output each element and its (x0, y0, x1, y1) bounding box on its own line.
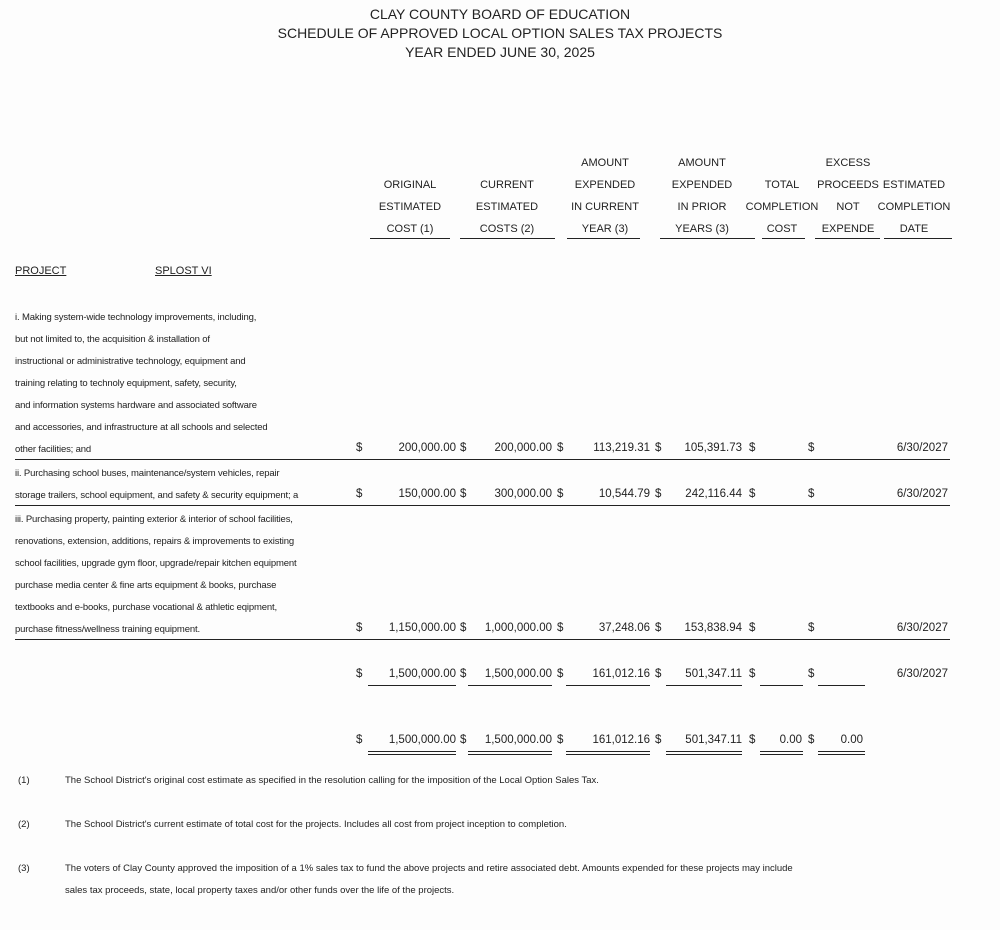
total-double-underline (818, 751, 865, 755)
dollar-sign: $ (808, 622, 815, 634)
amount-cell: 153,838.94 (684, 622, 742, 634)
amount-cell: 1,500,000.00 (484, 734, 552, 746)
dollar-sign: $ (356, 734, 363, 746)
subtotal-underline (818, 685, 865, 686)
project-description-line: iii. Purchasing property, painting exterior & interior of school facilities, (15, 514, 293, 525)
dollar-sign: $ (808, 442, 815, 454)
footnote-text: The School District's original cost estimate as specified in the resolution calling for the imposition of the Local Option Sales Tax. (65, 775, 599, 786)
dollar-sign: $ (557, 734, 564, 746)
dollar-sign: $ (557, 488, 564, 500)
column-header-4: EXPENDED (671, 179, 733, 191)
total-double-underline (566, 751, 650, 755)
project-description-line: purchase fitness/wellness training equipment. (15, 624, 200, 635)
footnote-number: (1) (18, 775, 30, 786)
project-description-line: but not limited to, the acquisition & installation of (15, 334, 210, 345)
amount-cell: 161,012.16 (592, 734, 650, 746)
header-underline (460, 238, 555, 239)
header-underline (567, 238, 640, 239)
project-description-line: storage trailers, school equipment, and safety & security equipment; a (15, 490, 299, 501)
total-double-underline (666, 751, 742, 755)
dollar-sign: $ (356, 622, 363, 634)
footnote-number: (3) (18, 863, 30, 874)
column-header-4: AMOUNT (678, 157, 726, 169)
amount-cell: 242,116.44 (685, 488, 742, 500)
dollar-sign: $ (655, 734, 662, 746)
amount-cell: 0.00 (779, 734, 802, 746)
row-divider (15, 459, 950, 460)
title-line-2: SCHEDULE OF APPROVED LOCAL OPTION SALES TAX PROJECTS (277, 25, 723, 41)
dollar-sign: $ (808, 734, 815, 746)
amount-cell: 1,000,000.00 (484, 622, 552, 634)
column-header-3: EXPENDED (574, 179, 636, 191)
column-header-6: EXCESS (825, 157, 871, 169)
column-header-7: COMPLETION (877, 201, 951, 213)
subtotal-underline (468, 685, 552, 686)
dollar-sign: $ (808, 488, 815, 500)
column-header-2: ESTIMATED (475, 201, 539, 213)
dollar-sign: $ (356, 442, 363, 454)
row-divider (15, 639, 950, 640)
footnote-text: The voters of Clay County approved the imposition of a 1% sales tax to fund the above projects and retire associated debt. Amounts expended for these projects may include (65, 863, 793, 874)
project-description-line: renovations, extension, additions, repairs & improvements to existing (15, 536, 295, 547)
amount-cell: 150,000.00 (398, 488, 456, 500)
column-header-3: AMOUNT (581, 157, 629, 169)
subtotal-underline (760, 685, 803, 686)
amount-cell: 37,248.06 (598, 622, 650, 634)
amount-cell: 10,544.79 (598, 488, 650, 500)
project-description-line: other facilities; and (15, 444, 92, 455)
dollar-sign: $ (356, 668, 363, 680)
header-underline (660, 238, 755, 239)
amount-cell: 1,500,000.00 (388, 668, 456, 680)
column-header-7: ESTIMATED (882, 179, 946, 191)
dollar-sign: $ (460, 734, 467, 746)
dollar-sign: $ (655, 668, 662, 680)
column-header-1: ORIGINAL (383, 179, 437, 191)
dollar-sign: $ (749, 622, 756, 634)
completion-date: 6/30/2027 (896, 622, 948, 634)
column-header-2: COSTS (2) (479, 223, 535, 235)
dollar-sign: $ (460, 442, 467, 454)
subtotal-underline (666, 685, 742, 686)
amount-cell: 200,000.00 (494, 442, 552, 454)
project-description-line: and information systems hardware and associated software (15, 400, 257, 411)
dollar-sign: $ (460, 488, 467, 500)
splost-label: SPLOST VI (155, 265, 212, 277)
column-header-1: COST (1) (386, 223, 434, 235)
project-description-line: and accessories, and infrastructure at all schools and selected (15, 422, 268, 433)
dollar-sign: $ (356, 488, 363, 500)
project-description-line: i. Making system-wide technology improvements, including, (15, 312, 257, 323)
amount-cell: 1,150,000.00 (388, 622, 456, 634)
dollar-sign: $ (749, 668, 756, 680)
completion-date: 6/30/2027 (896, 488, 948, 500)
column-header-5: COST (766, 223, 798, 235)
header-underline (762, 238, 805, 239)
project-description-line: instructional or administrative technology, equipment and (15, 356, 246, 367)
project-description-line: ii. Purchasing school buses, maintenance/system vehicles, repair (15, 468, 280, 479)
completion-date: 6/30/2027 (896, 668, 948, 680)
column-header-6: EXPENDE (821, 223, 875, 235)
title-line-1: CLAY COUNTY BOARD OF EDUCATION (369, 6, 631, 22)
dollar-sign: $ (557, 622, 564, 634)
total-double-underline (468, 751, 552, 755)
project-description-line: training relating to technoly equipment, safety, security, (15, 378, 237, 389)
dollar-sign: $ (749, 488, 756, 500)
footnote-number: (2) (18, 819, 30, 830)
amount-cell: 105,391.73 (684, 442, 742, 454)
total-double-underline (368, 751, 456, 755)
column-header-6: NOT (836, 201, 860, 213)
total-double-underline (760, 751, 803, 755)
amount-cell: 300,000.00 (494, 488, 552, 500)
column-header-7: DATE (899, 223, 929, 235)
footnote-text: The School District's current estimate of total cost for the projects. Includes all cost from project inception to completion. (65, 819, 567, 830)
amount-cell: 501,347.11 (685, 734, 742, 746)
dollar-sign: $ (557, 442, 564, 454)
amount-cell: 0.00 (840, 734, 863, 746)
dollar-sign: $ (749, 734, 756, 746)
project-description-line: textbooks and e-books, purchase vocational & athletic eqipment, (15, 602, 277, 613)
dollar-sign: $ (655, 622, 662, 634)
column-header-4: IN PRIOR (677, 201, 727, 213)
column-header-5: TOTAL (764, 179, 800, 191)
amount-cell: 1,500,000.00 (388, 734, 456, 746)
column-header-1: ESTIMATED (378, 201, 442, 213)
header-underline (370, 238, 450, 239)
amount-cell: 161,012.16 (592, 668, 650, 680)
header-underline (815, 238, 880, 239)
dollar-sign: $ (808, 668, 815, 680)
column-header-5: COMPLETION (745, 201, 819, 213)
dollar-sign: $ (655, 488, 662, 500)
dollar-sign: $ (749, 442, 756, 454)
column-header-3: IN CURRENT (571, 201, 639, 213)
amount-cell: 113,219.31 (593, 442, 650, 454)
dollar-sign: $ (557, 668, 564, 680)
dollar-sign: $ (460, 668, 467, 680)
amount-cell: 200,000.00 (398, 442, 456, 454)
dollar-sign: $ (460, 622, 467, 634)
project-description-line: school facilities, upgrade gym floor, upgrade/repair kitchen equipment (15, 558, 297, 569)
project-label: PROJECT (15, 265, 67, 277)
header-underline (884, 238, 952, 239)
row-divider (15, 505, 950, 506)
column-header-2: CURRENT (480, 179, 534, 191)
subtotal-underline (368, 685, 456, 686)
completion-date: 6/30/2027 (896, 442, 948, 454)
column-header-4: YEARS (3) (675, 223, 729, 235)
dollar-sign: $ (655, 442, 662, 454)
title-line-3: YEAR ENDED JUNE 30, 2025 (405, 44, 595, 60)
column-header-6: PROCEEDS (817, 179, 879, 191)
footnote-text: sales tax proceeds, state, local property taxes and/or other funds over the life of the projects. (65, 885, 455, 896)
project-description-line: purchase media center & fine arts equipment & books, purchase (15, 580, 277, 591)
column-header-3: YEAR (3) (581, 223, 629, 235)
subtotal-underline (566, 685, 650, 686)
amount-cell: 501,347.11 (685, 668, 742, 680)
amount-cell: 1,500,000.00 (484, 668, 552, 680)
